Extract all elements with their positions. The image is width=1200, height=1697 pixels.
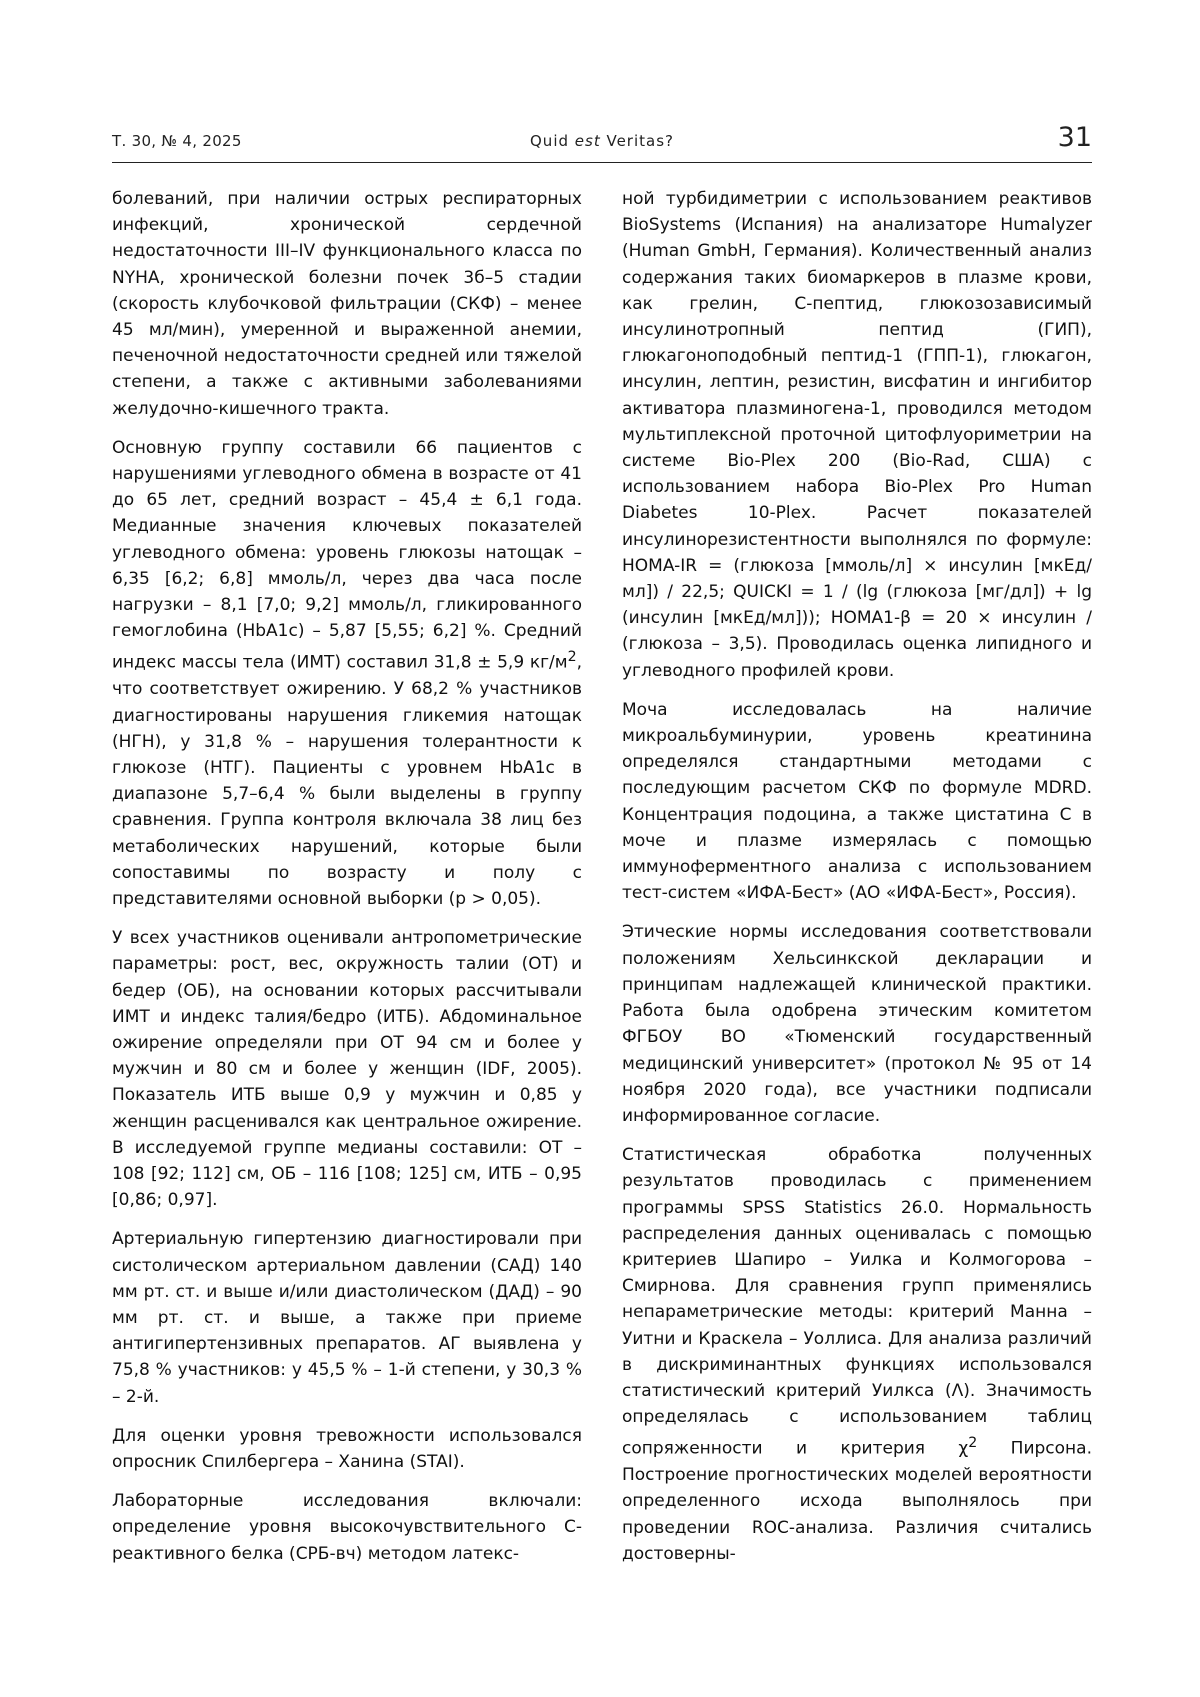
main-group-text-a: Основную группу составили 66 пациентов с нарушениями углеводного обмена в возрасте от 41 до 65 лет, средний возраст – 45,4 ± 6,1 года. Медианные значения ключевых показателей углеводного обмена: уровень глюкозы натощак – 6,35 [6,2; 6,8] ммоль/л, через два часа после нагрузки – 8,1 [7,0; 9,2] ммоль/л, гликированного гемоглобина (HbA1c) – 5,87 [5,55; 6,2] %. Средний индекс массы тела (ИМТ) составил 31,8 ± 5,9 кг/м xyxy=(112,437,582,674)
superscript-chi-2: 2 xyxy=(968,1435,978,1452)
paragraph-biomarkers: ной турбидиметрии с использованием реактивов BioSystems (Испания) на анализаторе Humalyzer (Human GmbH, Германия). Количественный анализ содержания таких биомаркеров в плазме крови, как грелин, С-пептид, глюкозозависимый инсулинотропный пептид (ГИП), глюкагоноподобный пептид-1 (ГПП-1), глюкагон, инсулин, лептин, резистин, висфатин и ингибитор активатора плазминогена-1, проводился методом мультиплексной проточной цитофлуориметрии на системе Bio-Plex 200 (Bio-Rad, США) с использованием набора Bio-Plex Pro Human Diabetes 10-Plex. Расчет показателей инсулинорезистентности выполнялся по формуле: HOMA-IR = (глюкоза [ммоль/л] × инсулин [мкЕд/мл]) / 22,5; QUICKI = 1 / (lg (глюкоза [мг/дл]) + lg (инсулин [мкЕд/мл])); HOMA1-β = 20 × инсулин / (глюкоза – 3,5). Проводилась оценка липидного и углеводного профилей крови. xyxy=(622,189,1092,681)
journal-title-prefix: Quid xyxy=(530,132,575,150)
journal-title-italic: est xyxy=(574,132,601,150)
main-group-text-b: , что соответствует ожирению. У 68,2 % участников диагностированы нарушения гликемия натощак (НГН), у 31,8 % – нарушения толерантности к глюкозе (НТГ). Пациенты с уровнем HbA1c в диапазоне 5,7–6,4 % были выделены в группу сравнения. Группа контроля включала 38 лиц без метаболических нарушений, которые были сопоставимы по возрасту и полу с представителями основной выборки (p > 0,05). xyxy=(112,653,582,909)
issue-info: Т. 30, № 4, 2025 xyxy=(112,132,242,150)
left-column xyxy=(112,186,582,1580)
paragraph-main-group xyxy=(112,435,582,912)
paragraph-urine: Моча исследовалась на наличие микроальбуминурии, уровень креатинина определялся стандартными методами с последующим расчетом СКФ по формуле MDRD. Концентрация подоцина, а также цистатина С в моче и плазме измерялась с помощью иммуноферментного анализа с использованием тест-систем «ИФА-Бест» (АО «ИФА-Бест», Россия). xyxy=(622,699,1092,904)
paragraph-anthropometry: У всех участников оценивали антропометрические параметры: рост, вес, окружность талии (ОТ) и бедер (ОБ), на основании которых рассчитывали ИМТ и индекс талия/бедро (ИТБ). Абдоминальное ожирение определяли при ОТ 94 см и более у мужчин и 80 см и более у женщин (IDF, 2005). Показатель ИТБ выше 0,9 у мужчин и 0,85 у женщин расценивался как центральное ожирение. В исследуемой группе медианы составили: ОТ – 108 [92; 112] см, ОБ – 116 [108; 125] см, ИТБ – 0,95 [0,86; 0,97]. xyxy=(112,928,582,1211)
statistics-text-b: Пирсона. Построение прогностических моделей вероятности определенного исхода выполнялось при проведении ROC-анализа. Различия считались достоверны- xyxy=(622,1439,1092,1564)
superscript-2: 2 xyxy=(567,649,577,666)
paragraph-statistics xyxy=(622,1142,1092,1567)
paragraph-anxiety: Для оценки уровня тревожности использовался опросник Спилбергера – Ханина (STAI). xyxy=(112,1425,582,1472)
journal-title xyxy=(112,132,1092,150)
paragraph-laboratory: Лабораторные исследования включали: определение уровня высокочувствительного С-реактивного белка (СРБ-вч) методом латекс- xyxy=(112,1491,582,1564)
running-header xyxy=(112,118,1092,163)
page-number: 31 xyxy=(1057,122,1092,153)
paragraph-ethics: Этические нормы исследования соответствовали положениям Хельсинкской декларации и принципам надлежащей клинической практики. Работа была одобрена этическим комитетом ФГБОУ ВО «Тюменский государственный медицинский университет» (протокол № 95 от 14 ноября 2020 года), все участники подписали информированное согласие. xyxy=(622,922,1092,1126)
statistics-text-a: Статистическая обработка полученных результатов проводилась с применением программы SPSS Statistics 26.0. Нормальность распределения данных оценивалась с помощью критериев Шапиро – Уилка и Колмогорова – Смирнова. Для сравнения групп применялись непараметрические методы: критерий Манна – Уитни и Краскела – Уоллиса. Для анализа различий в дискриминантных функциях использовался статистический критерий Уилкса (Λ). Значимость определялась с использованием таблиц сопряженности и критерия χ xyxy=(622,1145,1092,1459)
right-column xyxy=(622,186,1092,1580)
paragraph-exclusion-criteria: болеваний, при наличии острых респираторных инфекций, хронической сердечной недостаточности III–IV функционального класса по NYHA, хронической болезни почек 3б–5 стадии (скорость клубочковой фильтрации (СКФ) – менее 45 мл/мин), умеренной и выраженной анемии, печеночной недостаточности средней или тяжелой степени, а также с активными заболеваниями желудочно-кишечного тракта. xyxy=(112,189,582,419)
journal-title-suffix: Veritas? xyxy=(600,132,674,150)
paragraph-hypertension: Артериальную гипертензию диагностировали при систолическом артериальном давлении (САД) 140 мм рт. ст. и выше и/или диастолическом (ДАД) – 90 мм рт. ст. и выше, а также при приеме антигипертензивных препаратов. АГ выявлена у 75,8 % участников: у 45,5 % – 1-й степени, у 30,3 % – 2-й. xyxy=(112,1229,582,1407)
